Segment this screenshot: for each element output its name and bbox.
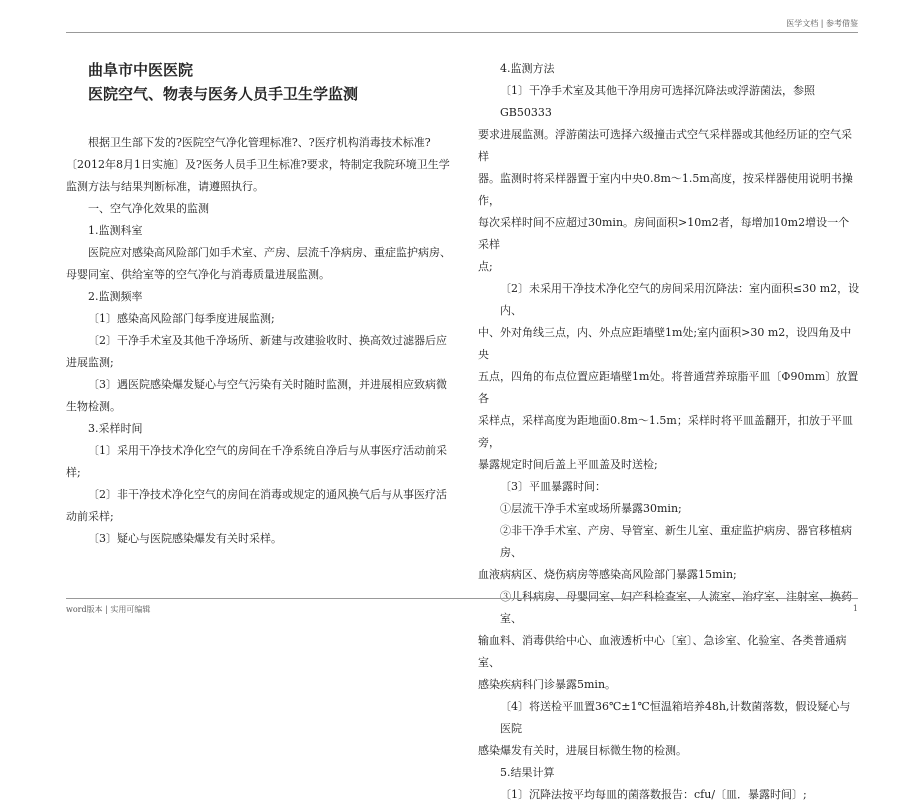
subheading-monitor-dept: 1.监测科室 xyxy=(88,224,143,237)
header-divider xyxy=(66,32,858,33)
subheading-monitor-frequency: 2.监测频率 xyxy=(88,290,143,303)
list-item-cont: 样; xyxy=(66,466,81,479)
left-column xyxy=(66,58,454,550)
list-item-cont: 中、外对角线三点，内、外点应距墙壁1m处;室内面积>30 m2，设四角及中央 xyxy=(478,326,852,361)
intro-line-3: 监测方法与结果判断标准，请遵照执行。 xyxy=(66,180,264,193)
footer-divider xyxy=(66,598,858,599)
list-item-cont: 动前采样; xyxy=(66,510,114,523)
list-item-cont: 点; xyxy=(478,260,493,273)
list-item-cont: 感染疾病科门诊暴露5min。 xyxy=(478,678,617,691)
list-item: 〔1〕沉降法按平均每皿的菌落数报告：cfu/〔皿．暴露时间〕; xyxy=(500,788,807,801)
right-column xyxy=(478,58,860,806)
list-item-cont: 生物检测。 xyxy=(66,400,121,413)
list-item: ③儿科病房、母婴同室、妇产科检查室、人流室、治疗室、注射室、换药室、 xyxy=(500,590,852,625)
list-item: 〔1〕感染高风险部门每季度进展监测; xyxy=(88,312,275,325)
paragraph-line: 医院应对感染高风险部门如手术室、产房、层流千净病房、重症监护病房、 xyxy=(88,246,451,259)
list-item-cont: 采样点，采样高度为距地面0.8m～1.5m；采样时将平皿盖翻开，扣放于平皿旁， xyxy=(478,414,853,449)
intro-line-2: 〔2012年8月1日实施〕及?医务人员手卫生标准?要求，特制定我院环境卫生学 xyxy=(66,158,450,171)
list-item-cont: 输血料、消毒供给中心、血液透析中心〔室〕、急诊室、化验室、各类普通病室、 xyxy=(478,634,847,669)
list-item-cont: 血液病病区、烧伤病房等感染高风险部门暴露15min; xyxy=(478,568,737,581)
list-item: 〔2〕非干净技术净化空气的房间在消毒或规定的通风换气后与从事医疗活 xyxy=(88,488,447,501)
list-item: 〔1〕采用干净技术净化空气的房间在千净系统自净后与从事医疗活动前采 xyxy=(88,444,447,457)
subheading-result-calc: 5.结果计算 xyxy=(500,766,555,779)
footer-label: word版本 | 实用可编辑 xyxy=(66,605,151,614)
document-title: 医院空气、物表与医务人员手卫生学监测 xyxy=(88,85,359,103)
list-item-cont: 器。监测时将采样器置于室内中央0.8m～1.5m高度，按采样器使用说明书操作， xyxy=(478,172,853,207)
header-label: 医学文档 | 参考借鉴 xyxy=(786,19,858,28)
list-item: 〔2〕未采用干净技术净化空气的房间采用沉降法：室内面积≤30 m2，设内、 xyxy=(500,282,860,317)
list-item-cont: 要求进展监测。浮游菌法可选择六级撞击式空气采样器或其他经历证的空气采样 xyxy=(478,128,852,163)
list-item: 〔3〕平皿暴露时间： xyxy=(500,480,606,493)
intro-line-1: 根据卫生部下发的?医院空气净化管理标准?、?医疗机构消毒技术标准? xyxy=(88,136,431,149)
list-item: ②非干净手术室、产房、导管室、新生儿室、重症监护病房、器官移植病房、 xyxy=(500,524,852,559)
list-item: 〔3〕遇医院感染爆发疑心与空气污染有关时随时监测，并进展相应致病微 xyxy=(88,378,447,391)
list-item: 〔4〕将送检平皿置36℃±1℃恒温箱培养48h,计数菌落数，假设疑心与医院 xyxy=(500,700,851,735)
spacer xyxy=(66,106,454,132)
subheading-monitor-method: 4.监测方法 xyxy=(500,62,555,75)
paragraph-line: 母婴同室、供给室等的空气净化与消毒质量进展监测。 xyxy=(66,268,330,281)
list-item: ①层流干净手术室或场所暴露30min; xyxy=(500,502,682,515)
list-item-cont: 暴露规定时间后盖上平皿盖及时送检; xyxy=(478,458,658,471)
list-item: 〔2〕干净手术室及其他千净场所、新建与改建验收时、换高效过滤器后应 xyxy=(88,334,447,347)
hospital-name: 曲阜市中医医院 xyxy=(88,61,194,79)
list-item: 〔3〕疑心与医院感染爆发有关时采样。 xyxy=(88,532,282,545)
list-item-cont: 进展监测; xyxy=(66,356,114,369)
page-number: 1 xyxy=(852,604,858,613)
list-item: 〔1〕干净手术室及其他干净用房可选择沉降法或浮游菌法，参照GB50333 xyxy=(500,84,815,119)
list-item-cont: 感染爆发有关时，进展目标微生物的检测。 xyxy=(478,744,687,757)
section-heading-1: 一、空气净化效果的监测 xyxy=(88,202,209,215)
list-item-cont: 五点，四角的布点位置应距墙壁1m处。将普通营养琼脂平皿〔Φ90mm〕放置各 xyxy=(478,370,859,405)
subheading-sampling-time: 3.采样时间 xyxy=(88,422,143,435)
list-item-cont: 每次采样时间不应超过30min。房间面积>10m2者，每增加10m2增设一个采样 xyxy=(478,216,850,251)
